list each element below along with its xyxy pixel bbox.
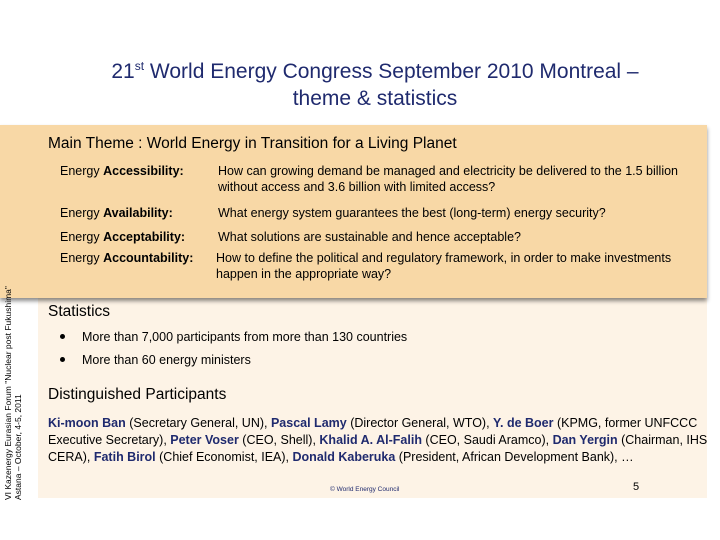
bullet-icon bbox=[60, 357, 65, 362]
theme-row-text: How can growing demand be managed and electricity be delivered to the 1.5 billion without access and 3.6 billion with limited access? bbox=[218, 164, 679, 194]
theme-row-text: What solutions are sustainable and hence acceptable? bbox=[218, 230, 521, 244]
theme-row-label: Energy Accountability: bbox=[60, 251, 194, 265]
slide-title: 21st World Energy Congress September 2010 Montreal – theme & statistics bbox=[111, 59, 639, 110]
participants-heading: Distinguished Participants bbox=[48, 386, 227, 403]
theme-title: Main Theme : World Energy in Transition for a Living Planet bbox=[48, 135, 457, 152]
participants-list: Ki-moon Ban (Secretary General, UN), Pascal Lamy (Director General, WTO), Y. de Boer (KPMG, former UNFCCC Executive Secretary), Peter Voser (CEO, Shell), Khalid A. Al-Falih (CEO, Saudi Aramco), Dan Yergin (Chairman, IHS CERA), Fatih Birol (Chief Economist, IEA), Donald Kaberuka (President, African Development Bank), … bbox=[48, 416, 708, 464]
participant-name: Donald Kaberuka bbox=[292, 450, 396, 464]
theme-row-label: Energy Availability: bbox=[60, 206, 173, 220]
participant-name: Y. de Boer bbox=[493, 416, 554, 430]
participant-name: Pascal Lamy bbox=[270, 416, 347, 430]
theme-row-label: Energy Accessibility: bbox=[60, 164, 184, 178]
statistics-item: More than 7,000 participants from more than 130 countries bbox=[60, 330, 407, 344]
participant-name: Ki-moon Ban bbox=[48, 416, 126, 430]
copyright: © World Energy Council bbox=[330, 486, 400, 493]
page-number: 5 bbox=[633, 481, 640, 493]
side-caption: VI Kazenergy Eurasian Forum "Nuclear post Fukushima" Astana – October, 4-5, 2011 bbox=[3, 286, 23, 500]
theme-row-text: How to define the political and regulatory framework, in order to make investments happen in the appropriate way? bbox=[216, 251, 672, 281]
participant-name: Khalid A. Al-Falih bbox=[319, 433, 422, 447]
theme-row-label: Energy Acceptability: bbox=[60, 230, 186, 244]
statistics-item: More than 60 energy ministers bbox=[60, 353, 251, 367]
participant-name: Peter Voser bbox=[170, 433, 239, 447]
participant-name: Fatih Birol bbox=[93, 450, 156, 464]
participant-name: Dan Yergin bbox=[552, 433, 618, 447]
statistics-heading: Statistics bbox=[48, 303, 111, 320]
theme-row-text: What energy system guarantees the best (long-term) energy security? bbox=[218, 206, 606, 220]
bullet-icon bbox=[60, 334, 65, 339]
